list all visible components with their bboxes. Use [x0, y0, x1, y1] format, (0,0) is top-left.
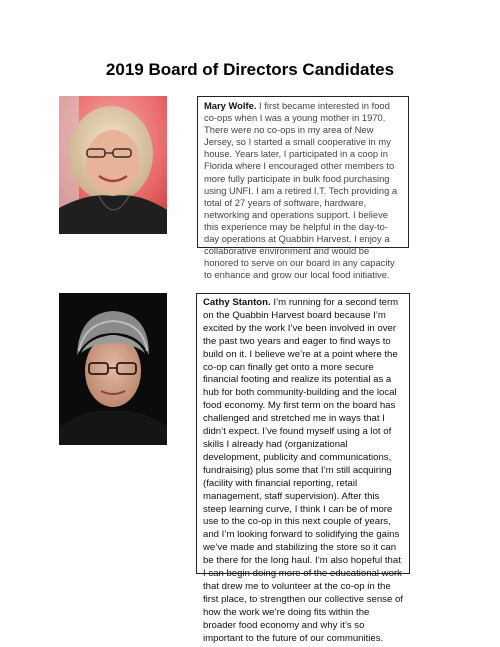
cathy-stanton-name: Cathy Stanton.	[203, 297, 271, 308]
mary-wolfe-name: Mary Wolfe.	[204, 100, 257, 111]
cathy-stanton-bio-text: I’m running for a second term on the Quabbin Harvest board because I’m excited by the work I’ve been involved in over the past two years and eager to find ways to build on it. I believe we’re at a point where the co-op can finally get onto a more secure financial footing and realize its potential as a hub for both community-building and the local food economy. My first term on the board has challenged and stretched me in ways that I didn’t expect. I’ve found myself using a lot of skills I already had (organizational development, publicity and communications, fundraising) plus some that I’m still acquiring (facility with financial reporting, retail management, staff supervision). After this steep learning curve, I think I can be of more use to the co-op in this next couple of years, and I’m looking forward to solidifying the gains we’ve made and stabilizing the store so it can be there for the long haul. I’m also hopeful that I can begin doing more of the educational work that drew me to volunteer at the co-op in the first place, to strengthen our collective sense of how the work we’re doing fits within the broader food economy and why it’s so important to the future of our communities.	[203, 297, 403, 644]
cathy-stanton-photo	[59, 293, 167, 445]
cathy-stanton-bio	[196, 293, 410, 644]
mary-wolfe-bio-text: I first became interested in food co-ops when I was a young mother in 1970. There were no co-ops in my area of New Jersey, so I started a small cooperative in my house. Years later, I participated in a coop in Florida where I encouraged other members to more fully participate in bulk food purchasing using UNFI. I am a retired I.T. Tech providing a total of 27 years of software, hardware, networking and operations support. I believe this experience may be helpful in the day-to-day operations at Quabbin Harvest. I enjoy a collaborative environment and would be honored to serve on our board in any capacity to enhance and grow our local food initiative.	[204, 100, 398, 281]
page-title: 2019 Board of Directors Candidates	[105, 60, 395, 79]
mary-wolfe-photo	[59, 96, 167, 234]
mary-wolfe-bio	[197, 96, 409, 281]
